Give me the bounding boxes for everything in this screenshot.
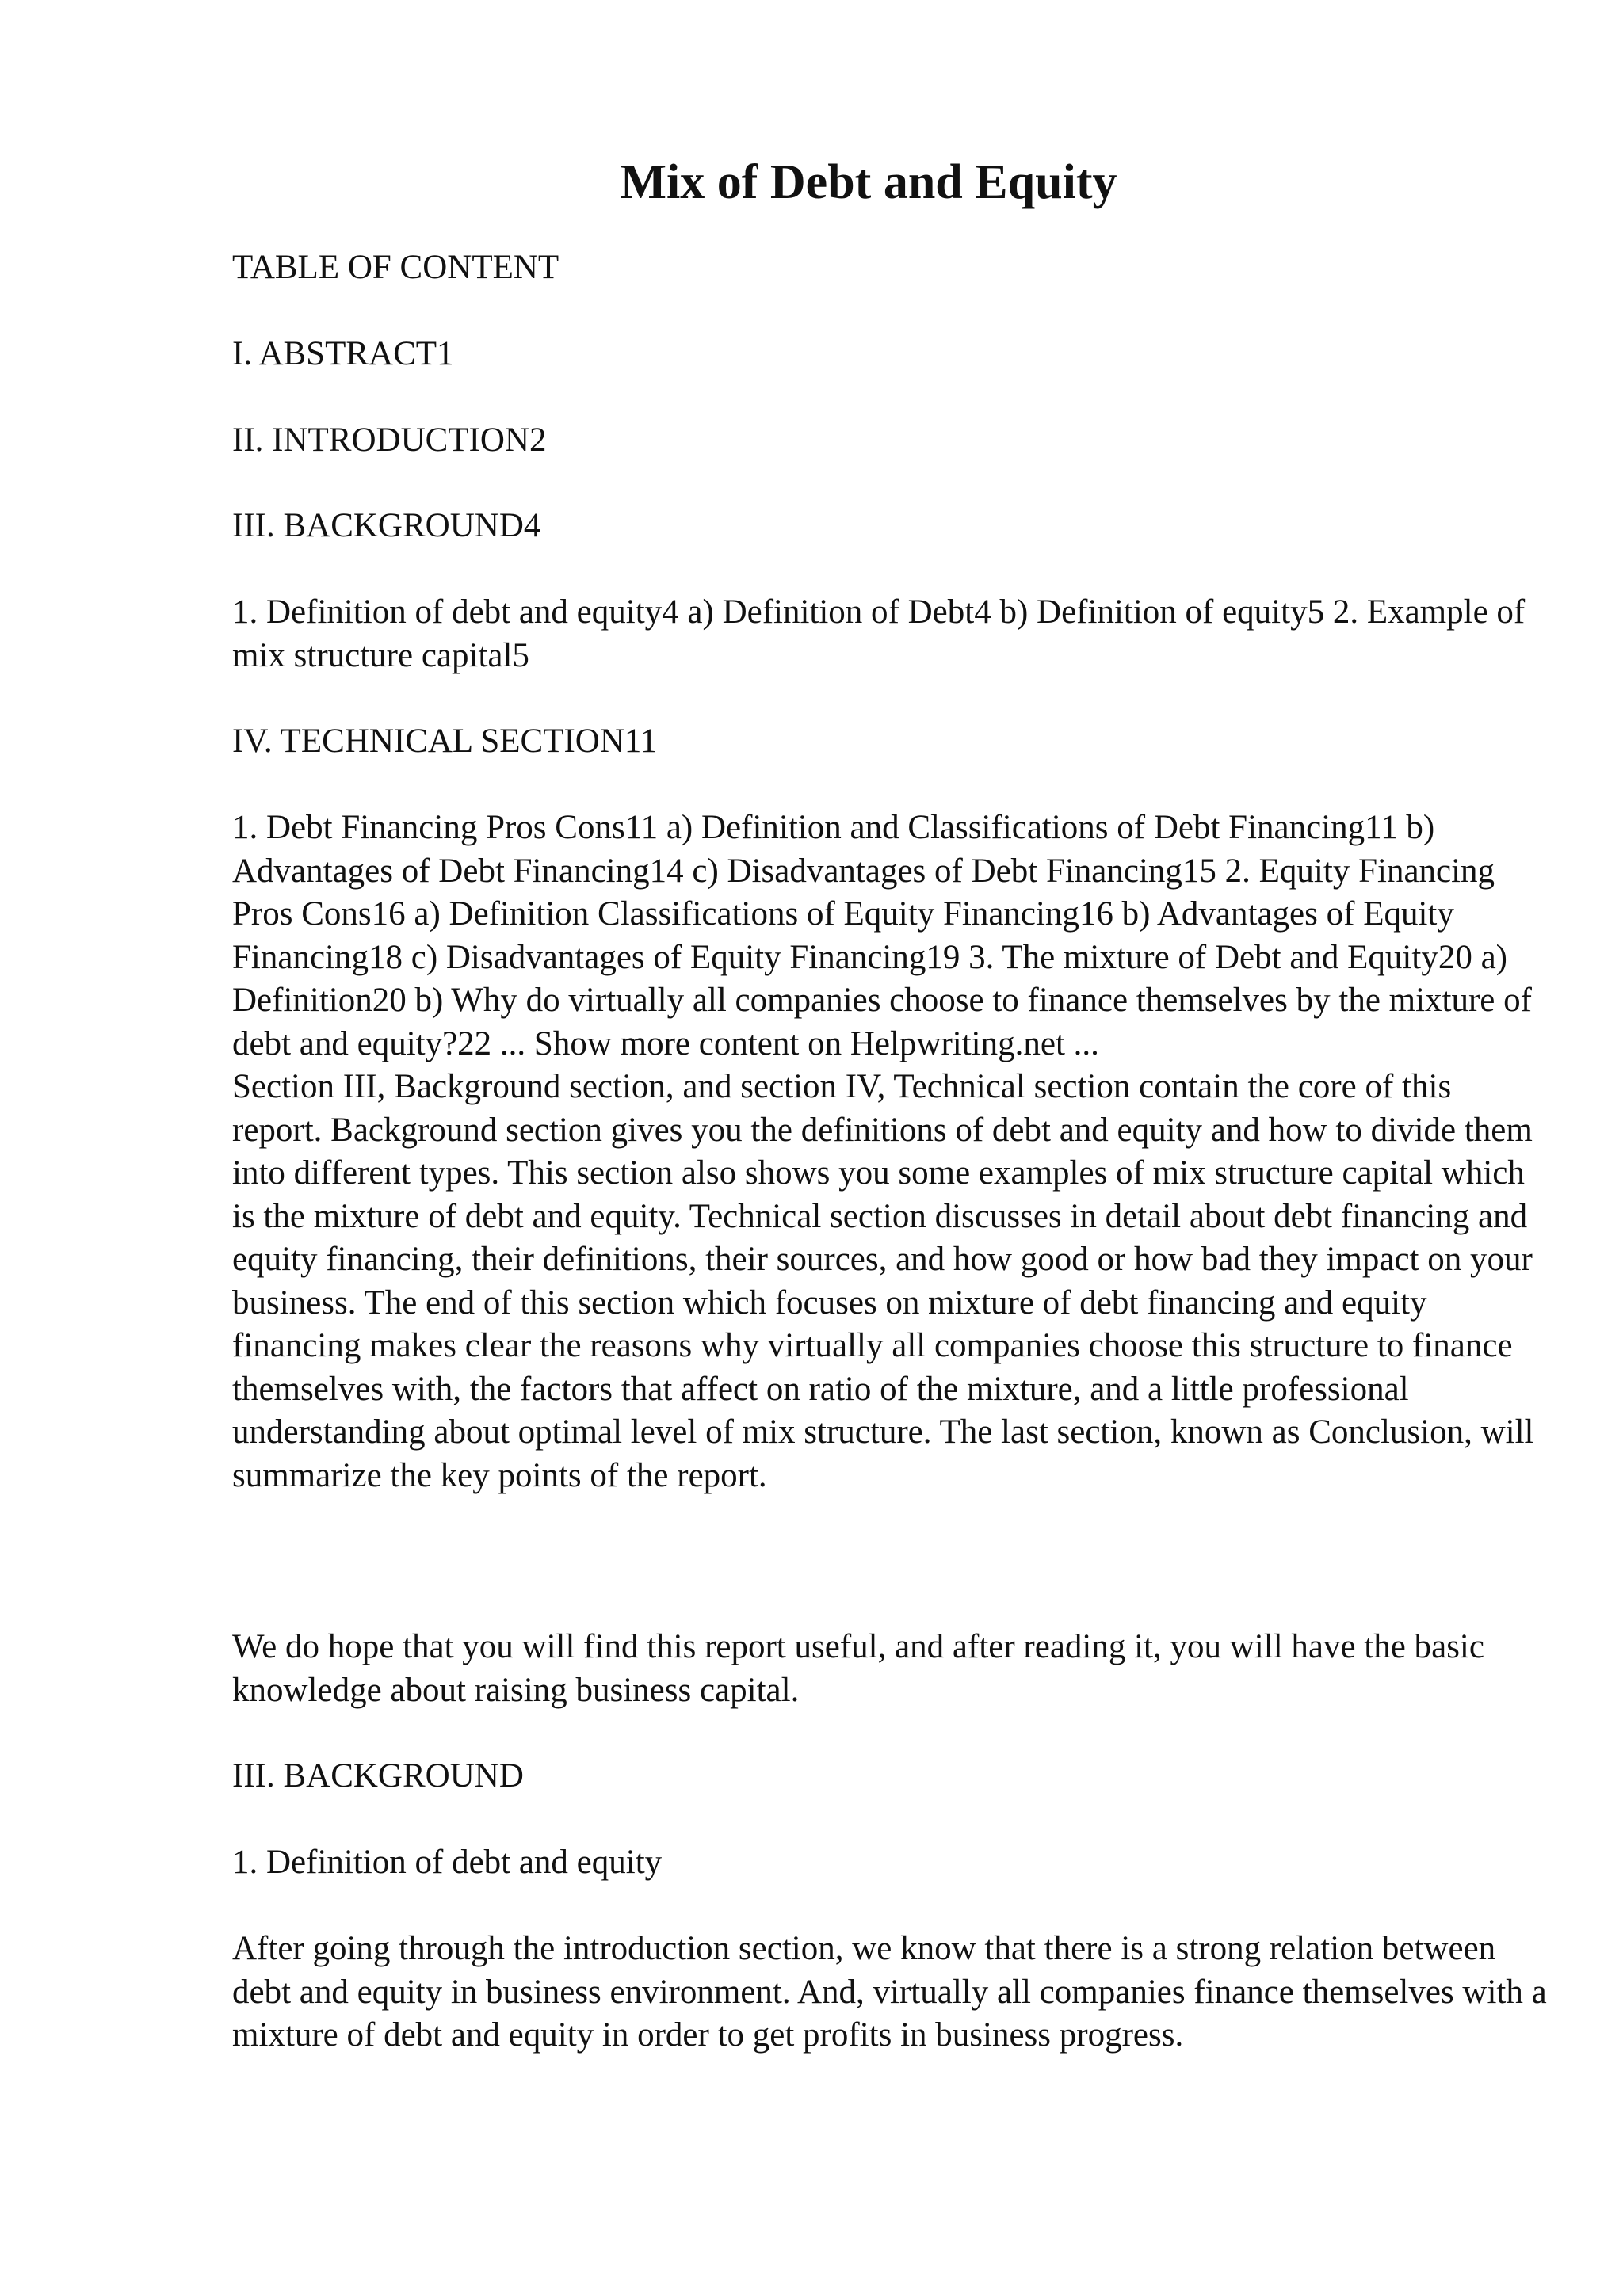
toc-entry-technical: IV. TECHNICAL SECTION11 [232, 723, 658, 760]
document-title: Mix of Debt and Equity [620, 155, 1117, 209]
background-heading: III. BACKGROUND [232, 1757, 524, 1794]
toc-background-subentries: 1. Definition of debt and equity4 a) Definition of Debt4 b) Definition of equity5 2. Example of mix structure capital5 [232, 593, 1526, 674]
toc-entry-introduction: II. INTRODUCTION2 [232, 421, 547, 459]
closing-paragraph: We do hope that you will find this report useful, and after reading it, you will have the basic knowledge about raising business capital. [232, 1628, 1484, 1709]
toc-entry-abstract: I. ABSTRACT1 [232, 335, 454, 372]
definition-paragraph: After going through the introduction section, we know that there is a strong relation between debt and equity in business environment. And, virtually all companies finance themselves with a mixture of debt and equity in order to get profits in business progress. [232, 1930, 1547, 2054]
definition-heading: 1. Definition of debt and equity [232, 1844, 663, 1881]
toc-entry-background: III. BACKGROUND4 [232, 507, 541, 544]
toc-technical-subentries-and-introduction: 1. Debt Financing Pros Cons11 a) Definition and Classifications of Debt Financing11 b) Advantages of Debt Financing14 c) Disadvantages of Debt Financing15 2. Equity Financing Pros Cons16 a) Definition Classifications of Equity Financing16 b) Advantages of Equity Financing18 c) Disadvantages of Equity Financing19 3. The mixture of Debt and Equity20 a) Definition20 b) Why do virtually all companies choose to finance themselves by the mixture of debt and equity?22 ... Show more content on Helpwriting.net ... Section III, Background section, and section IV, Technical section contain the core of this report. Background section gives you the definitions of debt and equity and how to divide them into different types. This section also shows you some examples of mix structure capital which is the mixture of debt and equity. Technical section discusses in detail about debt financing and equity financing, their definitions, their sources, and how good or how bad they impact on your business. The end of this section which focuses on mixture of debt financing and equity financing makes clear the reasons why virtually all companies choose this structure to finance themselves with, the factors that affect on ratio of the mixture, and a little professional understanding about optimal level of mix structure. The last section, known as Conclusion, will summarize the key points of the report. [232, 809, 1534, 1494]
toc-heading: TABLE OF CONTENT [232, 249, 559, 286]
